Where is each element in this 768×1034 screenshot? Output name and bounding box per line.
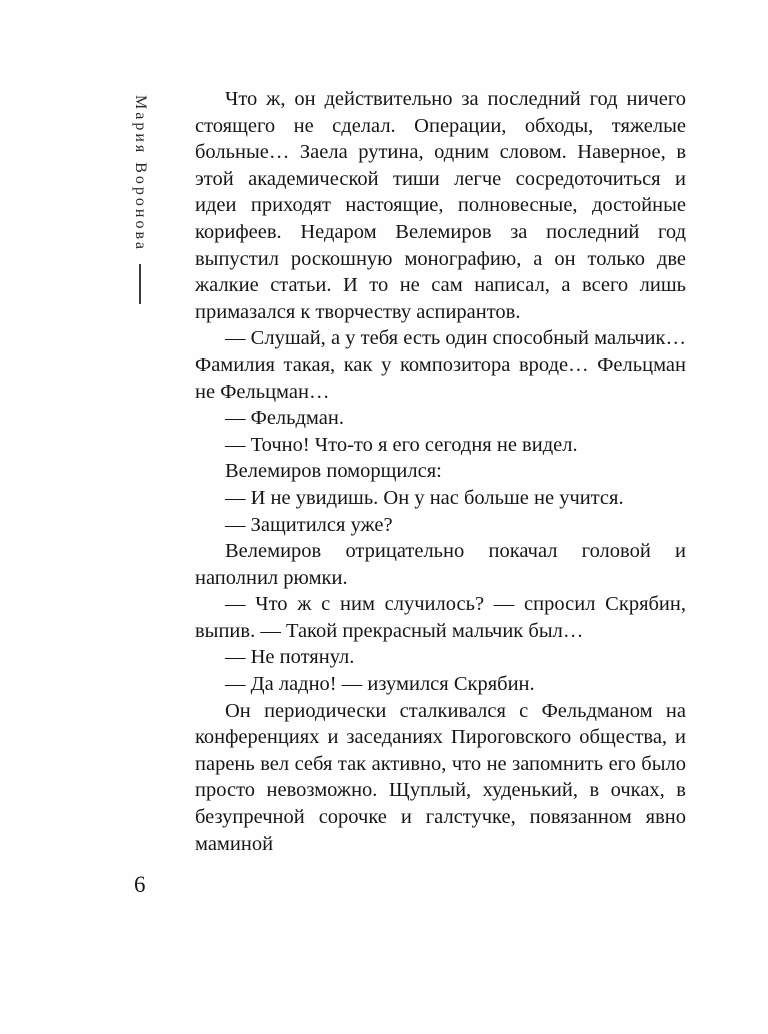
paragraph: — Да ладно! — изумился Скрябин. (225, 673, 535, 696)
sidebar-rule (139, 264, 141, 304)
paragraph: — И не увидишь. Он у нас больше не учится. (225, 486, 624, 509)
paragraph: — Защитился уже? (225, 513, 393, 536)
paragraph: — Фельдман. (225, 407, 344, 430)
body-text (195, 86, 686, 857)
paragraph: — Не потянул. (225, 646, 355, 669)
page-number: 6 (134, 872, 146, 897)
paragraph: — Слушай, а у тебя есть один способный мальчик… Фамилия такая, как у композитора вроде… Фельцман не Фельцман… (195, 327, 686, 403)
paragraph: Он периодически сталкивался с Фельдманом на конференциях и заседаниях Пироговского общества, и парень вел себя так активно, что не запомнить его было просто невозможно. Щуплый, худенький, в очках, в безупречной сорочке и галстучке, повязанном явно маминой (195, 699, 686, 855)
author-name-vertical: Мария Воронова (132, 95, 149, 252)
paragraph: Велемиров поморщился: (225, 460, 442, 483)
paragraph: Что ж, он действительно за последний год ничего стоящего не сделал. Операции, обходы, тяжелые больные… Заела рутина, одним словом. Наверное, в этой академической тиши легче сосредоточиться и идеи приходят настоящие, полновесные, достойные корифеев. Недаром Велемиров за последний год выпустил роскошную монографию, а он только две жалкие статьи. И то не сам написал, а всего лишь примазался к творчеству аспирантов. (195, 88, 686, 323)
paragraph: Велемиров отрицательно покачал головой и наполнил рюмки. (195, 540, 686, 589)
paragraph: — Точно! Что-то я его сегодня не видел. (225, 433, 578, 456)
paragraph: — Что ж с ним случилось? — спросил Скрябин, выпив. — Такой прекрасный мальчик был… (195, 593, 686, 642)
author-sidebar (126, 95, 154, 304)
